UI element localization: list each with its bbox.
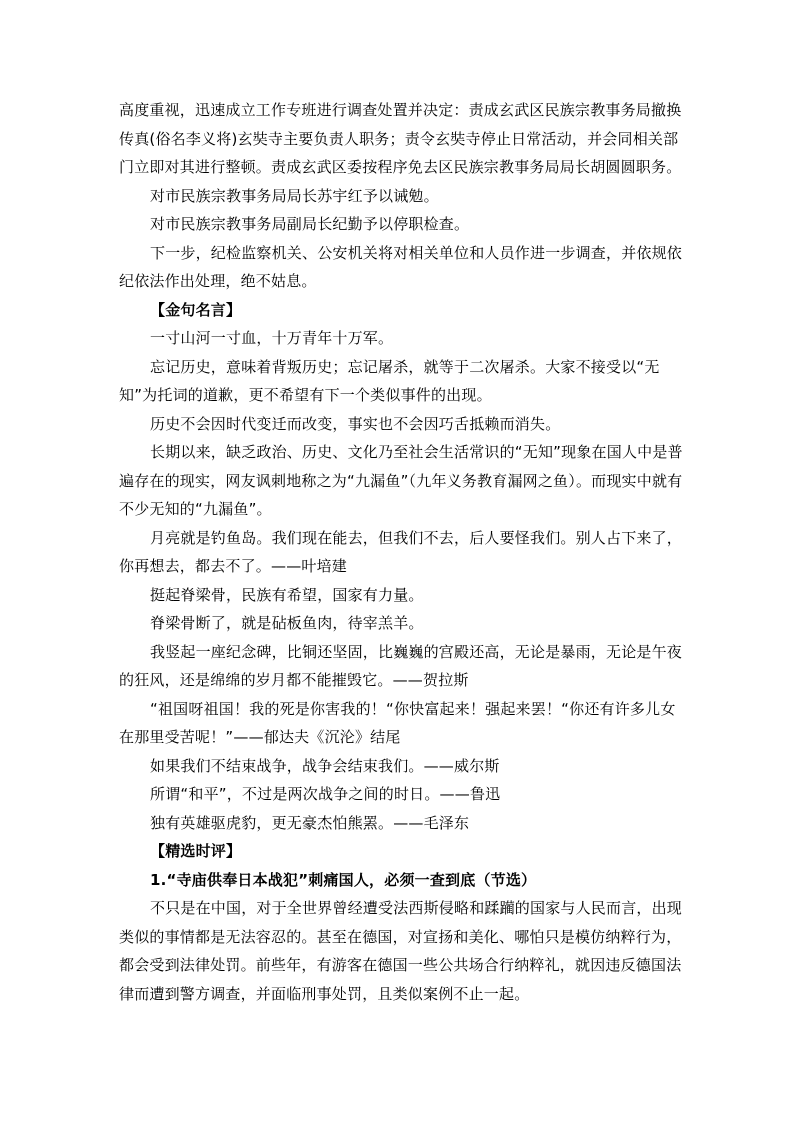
quote-item: 忘记历史，意味着背叛历史；忘记屠杀，就等于二次屠杀。大家不接受以“无知”为托词的道歉，更不希望有下一个类似事件的出现。 <box>119 357 660 404</box>
paragraph: 高度重视，迅速成立工作专班进行调查处置并决定：责成玄武区民族宗教事务局撤换传真(俗名李义将)玄奘寺主要负责人职务；责令玄奘寺停止日常活动，并会同相关部门立即对其进行整顿。责成玄武区委按程序免去区民族宗教事务局局长胡圆圆职务。 <box>119 101 682 176</box>
quote-item: 所谓“和平”，不过是两次战争之间的时日。——鲁迅 <box>150 785 501 803</box>
quote-item: 如果我们不结束战争，战争会结束我们。——威尔斯 <box>150 756 500 775</box>
quote-item: 挺起脊梁骨，民族有希望，国家有力量。 <box>150 585 424 604</box>
document-body <box>119 96 689 1008</box>
paragraph: 下一步，纪检监察机关、公安机关将对相关单位和人员作进一步调查，并依规依纪依法作出处理，绝不姑息。 <box>119 243 683 290</box>
quotes-heading: 【金句名言】 <box>150 300 242 319</box>
quote-item: “祖国呀祖国！我的死是你害我的！“你快富起来！强起来罢！“你还有许多儿女在那里受苦呢！”——郁达夫《沉沦》结尾 <box>119 699 676 746</box>
quote-item: 月亮就是钓鱼岛。我们现在能去，但我们不去，后人要怪我们。别人占下来了，你再想去，都去不了。——叶培建 <box>119 528 683 575</box>
article-title: 1.“寺庙供奉日本战犯”刺痛国人，必须一查到底（节选） <box>150 870 537 889</box>
quote-item: 我竖起一座纪念碑，比铜还坚固，比巍巍的宫殿还高，无论是暴雨，无论是午夜的狂风，还是绵绵的岁月都不能摧毁它。——贺拉斯 <box>119 642 683 689</box>
quote-item: 长期以来，缺乏政治、历史、文化乃至社会生活常识的“无知”现象在国人中是普遍存在的现实，网友讽刺地称之为“九漏鱼”（九年义务教育漏网之鱼）。而现实中就有不少无知的“九漏鱼”。 <box>119 443 683 518</box>
paragraph: 对市民族宗教事务局副局长纪勤予以停职检查。 <box>150 215 470 233</box>
quote-item: 独有英雄驱虎豹，更无豪杰怕熊罴。——毛泽东 <box>150 813 470 832</box>
commentary-heading: 【精选时评】 <box>150 842 242 860</box>
paragraph: 对市民族宗教事务局局长苏宇红予以诫勉。 <box>150 186 439 205</box>
article-paragraph: 不只是在中国，对于全世界曾经遭受法西斯侵略和蹂躏的国家与人民而言，出现类似的事情都是无法容忍的。甚至在德国，对宣扬和美化、哪怕只是模仿纳粹行为，都会受到法律处罚。前些年，有游客在德国一些公共场合行纳粹礼，就因违反德国法律而遭到警方调查，并面临刑事处罚，且类似案例不止一起。 <box>119 899 683 1003</box>
quote-item: 历史不会因时代变迁而改变，事实也不会因巧舌抵赖而消失。 <box>150 414 561 433</box>
quote-item: 脊梁骨断了，就是砧板鱼肉，待宰羔羊。 <box>150 614 424 632</box>
quote-item: 一寸山河一寸血，十万青年十万军。 <box>150 329 394 347</box>
